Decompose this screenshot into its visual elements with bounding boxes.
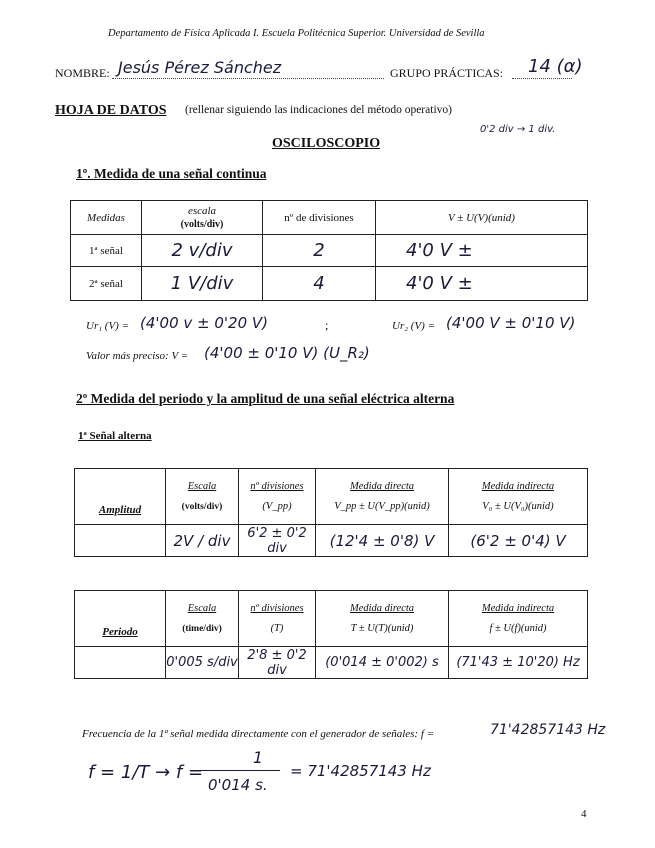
- per-div: 2'8 ± 0'2 div: [239, 647, 316, 679]
- cell-escala: 1 V/div: [142, 267, 263, 301]
- per-directa: (0'014 ± 0'002) s: [316, 647, 449, 679]
- table-continua: [70, 200, 588, 301]
- page-number: 4: [581, 808, 587, 820]
- table-periodo: [74, 590, 588, 679]
- ur1-label: Ur₁ (V) =: [86, 320, 130, 332]
- amp-div: 6'2 ± 0'2 div: [239, 525, 316, 557]
- amp-directa: (12'4 ± 0'8) V: [316, 525, 449, 557]
- amp-empty: [75, 525, 166, 557]
- cell-v: 4'0 V ±: [376, 235, 588, 267]
- frecuencia-label: Frecuencia de la 1ª señal medida directamente con el generador de señales: f =: [82, 728, 435, 740]
- page-header: Departamento de Física Aplicada I. Escuela Politécnica Superior. Universidad de Sevilla: [108, 28, 485, 39]
- section2-subtitle: 1ª Señal alterna: [78, 430, 152, 442]
- per-indirecta: (71'43 ± 10'20) Hz: [449, 647, 588, 679]
- cell-div: 4: [263, 267, 376, 301]
- nombre-value: Jesús Pérez Sánchez: [118, 58, 282, 77]
- per-col-directa: Medida directa T ± U(T)(unid): [316, 591, 449, 647]
- per-col-div: nº divisiones (T): [239, 591, 316, 647]
- amplitud-label: Amplitud: [75, 469, 166, 525]
- periodo-label: Periodo: [75, 591, 166, 647]
- table-row: [75, 647, 588, 679]
- table-amplitud: [74, 468, 588, 557]
- preciso-label: Valor más preciso: V =: [86, 350, 189, 362]
- margin-note: 0'2 div → 1 div.: [480, 124, 556, 135]
- table-row: [71, 267, 588, 301]
- preciso-value: (4'00 ± 0'10 V) (U_R₂): [204, 344, 370, 362]
- col-v: V ± U(V)(unid): [376, 201, 588, 235]
- cell-escala: 2 v/div: [142, 235, 263, 267]
- cell-v: 4'0 V ±: [376, 267, 588, 301]
- hoja-title: HOJA DE DATOS: [55, 103, 167, 118]
- amp-indirecta: (6'2 ± 0'4) V: [449, 525, 588, 557]
- grupo-label: GRUPO PRÁCTICAS:: [390, 66, 504, 80]
- col-escala: escala (volts/div): [142, 201, 263, 235]
- amp-col-div: nº divisiones (V_pp): [239, 469, 316, 525]
- section1-title: 1º. Medida de una señal continua: [76, 166, 267, 181]
- calc-left: f = 1/T → f =: [88, 762, 204, 783]
- grupo-value: 14 (α): [528, 56, 583, 77]
- hoja-note: (rellenar siguiendo las indicaciones del método operativo): [185, 104, 452, 116]
- calc-den: 0'014 s.: [208, 776, 268, 794]
- col-divisiones: nº de divisiones: [263, 201, 376, 235]
- semicolon: ;: [325, 318, 329, 332]
- table-row: [71, 235, 588, 267]
- table-row: [75, 525, 588, 557]
- row-label: 2ª señal: [71, 267, 142, 301]
- col-medidas: Medidas: [71, 201, 142, 235]
- nombre-label: NOMBRE:: [55, 66, 110, 80]
- amp-col-escala: Escala (volts/div): [166, 469, 239, 525]
- calc-result: = 71'42857143 Hz: [290, 762, 431, 780]
- per-escala: 0'005 s/div: [166, 647, 239, 679]
- amp-col-indirecta: Medida indirecta V₀ ± U(V₀)(unid): [449, 469, 588, 525]
- cell-div: 2: [263, 235, 376, 267]
- per-col-escala: Escala (time/div): [166, 591, 239, 647]
- main-title: OSCILOSCOPIO: [272, 136, 381, 151]
- section2-title: 2º Medida del periodo y la amplitud de una señal eléctrica alterna: [76, 391, 455, 406]
- per-empty: [75, 647, 166, 679]
- amp-escala: 2V / div: [166, 525, 239, 557]
- ur2-value: (4'00 V ± 0'10 V): [446, 314, 576, 332]
- per-col-indirecta: Medida indirecta f ± U(f)(unid): [449, 591, 588, 647]
- calc-num: 1: [252, 748, 264, 767]
- amp-col-directa: Medida directa V_pp ± U(V_pp)(unid): [316, 469, 449, 525]
- ur1-value: (4'00 v ± 0'20 V): [140, 314, 268, 332]
- ur2-label: Ur₂ (V) =: [392, 320, 436, 332]
- frecuencia-value: 71'42857143 Hz: [490, 722, 606, 738]
- fraction-bar: [200, 770, 280, 771]
- row-label: 1ª señal: [71, 235, 142, 267]
